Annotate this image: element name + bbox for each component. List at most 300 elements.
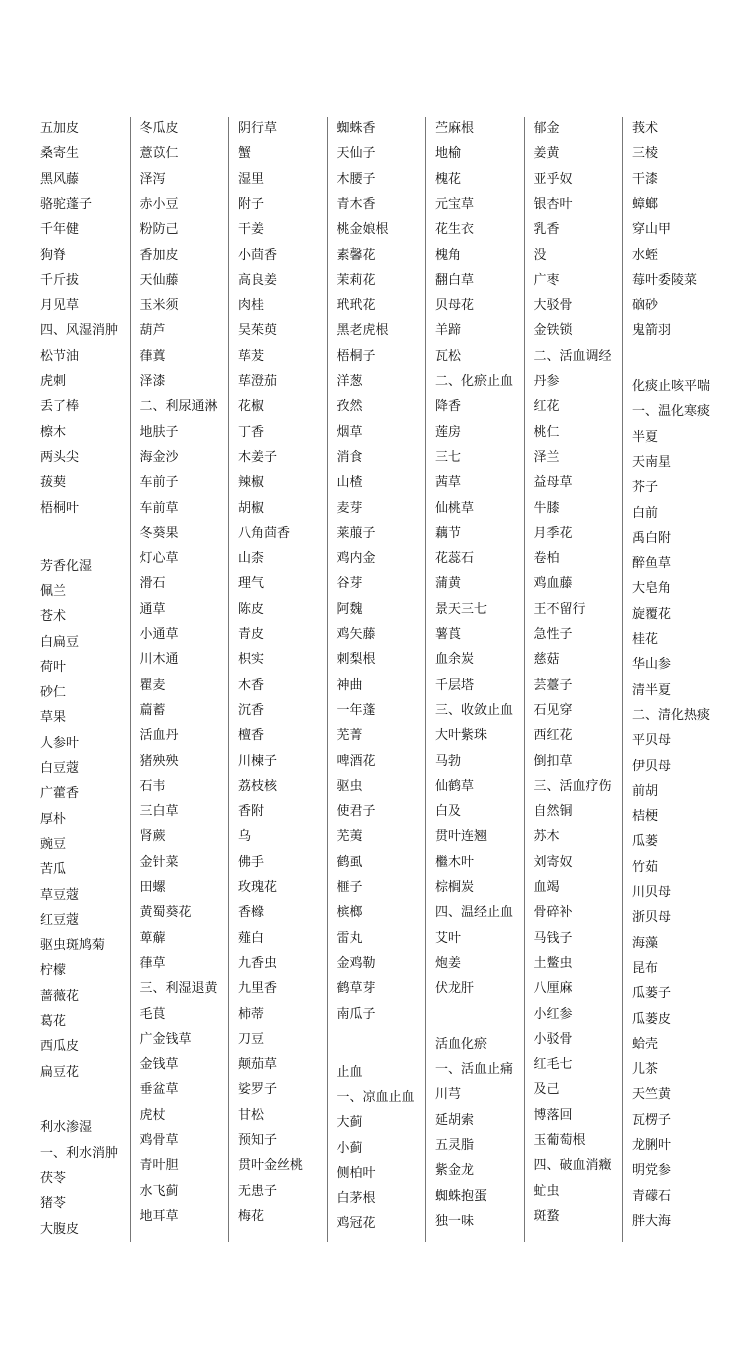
herb-entry: 砂仁: [40, 685, 67, 701]
herb-entry: 芜菁: [336, 728, 363, 744]
herb-entry: 川芎: [435, 1087, 462, 1103]
herb-entry: 醉鱼草: [632, 556, 672, 572]
herb-entry: 桃金娘根: [336, 222, 389, 238]
herb-entry: 松节油: [40, 348, 80, 364]
herb-entry: 延胡索: [435, 1112, 475, 1128]
herb-entry: 小茴香: [238, 247, 278, 263]
herb-entry: 苎麻根: [435, 121, 475, 136]
herb-entry: 狗脊: [40, 247, 67, 263]
herb-entry: 急性子: [533, 627, 573, 642]
herb-entry: 桔梗: [632, 809, 659, 825]
herb-entry: 荜澄茄: [238, 374, 278, 389]
herb-entry: 鬼箭羽: [632, 323, 672, 339]
herb-entry: 沉香: [238, 702, 265, 718]
herb-entry: 山楂: [336, 475, 363, 491]
herb-entry: 石见穿: [533, 702, 573, 718]
herb-entry: 华山参: [632, 657, 672, 673]
herb-entry: 通草: [139, 601, 166, 617]
herb-entry: 四、破血消癥: [533, 1158, 612, 1174]
herb-entry: 荜茇: [238, 348, 265, 364]
herb-entry: 儿茶: [632, 1062, 659, 1078]
herb-entry: 独一味: [435, 1213, 475, 1229]
herb-entry: 草果: [40, 710, 67, 726]
herb-entry: 化痰止咳平喘: [632, 379, 711, 395]
herb-entry: 乳香: [533, 222, 560, 238]
herb-entry: 消食: [336, 449, 363, 465]
herb-entry: 鹤虱: [336, 854, 363, 870]
herb-entry: 水飞蓟: [139, 1183, 179, 1199]
herb-entry: 四、风湿消肿: [40, 323, 119, 339]
herb-entry: 自然铜: [533, 804, 573, 820]
herb-entry: 倒扣草: [533, 753, 573, 769]
herb-entry: 白豆蔻: [40, 761, 80, 777]
herb-entry: 茯苓: [40, 1170, 67, 1186]
herb-entry: 莪术: [632, 121, 659, 136]
herb-entry: 车前草: [139, 500, 179, 516]
herb-entry: 竹茹: [632, 859, 659, 875]
column-6: [524, 117, 623, 1242]
herb-entry: 桑寄生: [40, 146, 80, 162]
herb-entry: 天仙子: [336, 146, 376, 162]
herb-entry: 红毛七: [533, 1057, 573, 1073]
herb-entry: 菝葜: [40, 475, 67, 491]
herb-entry: 金钱草: [139, 1057, 179, 1073]
herb-entry: 莲房: [435, 424, 462, 440]
herb-entry: 丹参: [533, 374, 560, 389]
herb-entry: 冬瓜皮: [139, 121, 179, 136]
herb-entry: 雷丸: [336, 930, 363, 946]
herb-entry: 附子: [238, 196, 265, 212]
herb-entry: 半夏: [632, 429, 659, 445]
herb-entry: 蜘蛛抱蛋: [435, 1188, 488, 1204]
herb-entry: 艾叶: [435, 930, 462, 946]
herb-entry: 地耳草: [139, 1208, 179, 1224]
herb-entry: 猪殃殃: [139, 753, 179, 769]
herb-entry: 千斤拔: [40, 272, 80, 288]
herb-entry: 茜草: [435, 475, 462, 491]
herb-entry: 驱虫: [336, 778, 363, 794]
herb-entry: 无患子: [238, 1183, 278, 1199]
herb-entry: 枳实: [238, 652, 265, 668]
herb-entry: 玉葡萄根: [533, 1133, 586, 1148]
herb-entry: 瞿麦: [139, 677, 166, 693]
herb-entry: 贝母花: [435, 298, 475, 314]
herb-entry: 芥子: [632, 480, 659, 496]
herb-entry: 鸡矢藤: [336, 627, 376, 642]
herb-entry: 红花: [533, 399, 560, 415]
herb-entry: 槐花: [435, 171, 462, 187]
herb-entry: 鸡冠花: [336, 1216, 376, 1232]
herb-entry: 田螺: [139, 880, 166, 895]
herb-entry: 刺梨根: [336, 652, 376, 668]
column-4: [327, 117, 426, 1242]
herb-entry: 金铁锁: [533, 323, 573, 339]
herb-entry: 三、利湿退黄: [139, 981, 218, 997]
herb-entry: 博落回: [533, 1107, 573, 1123]
herb-entry: 辣椒: [238, 475, 265, 491]
herb-entry: 九香虫: [238, 955, 278, 971]
herb-entry: 浙贝母: [632, 910, 672, 926]
herb-entry: 干漆: [632, 171, 659, 187]
herb-entry: 川木通: [139, 652, 179, 668]
herb-entry: 榧子: [336, 880, 363, 895]
herb-entry: 甘松: [238, 1107, 265, 1123]
herb-entry: 芳香化湿: [40, 558, 93, 574]
herb-entry: 花生衣: [435, 222, 475, 238]
herb-entry: 瓜蒌: [632, 834, 659, 850]
herb-entry: 千层塔: [435, 677, 475, 693]
herb-entry: 侧柏叶: [336, 1165, 376, 1181]
herb-entry: 三七: [435, 449, 462, 465]
herb-entry: 亚乎奴: [533, 171, 573, 187]
herb-entry: 玉米须: [139, 298, 179, 314]
herb-entry: 大皂角: [632, 581, 672, 597]
herb-entry: 三、活血疗伤: [533, 778, 612, 794]
herb-entry: 苦瓜: [40, 862, 67, 878]
herb-entry: 香附: [238, 804, 265, 820]
herb-entry: 一、温化寒痰: [632, 404, 711, 420]
herb-entry: 没: [533, 247, 547, 263]
herb-entry: 蔷薇花: [40, 988, 80, 1004]
herb-entry: 玫瑰花: [238, 880, 278, 895]
herb-entry: 二、活血调经: [533, 348, 612, 364]
herb-entry: 禹白附: [632, 530, 672, 546]
herb-entry: 玳玳花: [336, 298, 376, 314]
herb-entry: 槐角: [435, 247, 462, 263]
herb-entry: 二、化瘀止血: [435, 374, 514, 389]
herb-entry: 仙桃草: [435, 500, 475, 516]
herb-entry: 烟草: [336, 424, 363, 440]
herb-entry: 荔枝核: [238, 778, 278, 794]
herb-entry: 素馨花: [336, 247, 376, 263]
herb-entry: 泽兰: [533, 449, 560, 465]
herb-entry: 葛花: [40, 1014, 67, 1030]
herb-entry: 谷芽: [336, 576, 363, 592]
herb-entry: 洋葱: [336, 374, 363, 389]
herb-entry: 一、活血止痛: [435, 1062, 514, 1078]
herb-entry: 理气: [238, 576, 265, 592]
herb-entry: 梧桐子: [336, 348, 376, 364]
herb-entry: 紫金龙: [435, 1163, 475, 1179]
column-2: [130, 117, 229, 1242]
herb-entry: 王不留行: [533, 601, 586, 617]
herb-entry: 鸡血藤: [533, 576, 573, 592]
herb-entry: 马钱子: [533, 930, 573, 946]
herb-entry: 小红参: [533, 1006, 573, 1022]
herb-entry: 红豆蔻: [40, 912, 80, 928]
herb-entry: 苏木: [533, 829, 560, 845]
herb-entry: 马勃: [435, 753, 462, 769]
herb-entry: 灯心草: [139, 551, 179, 567]
herb-entry: 草豆蔻: [40, 887, 80, 903]
herb-entry: 香橼: [238, 905, 265, 921]
herb-entry: 藕节: [435, 525, 462, 541]
herb-entry: 白前: [632, 505, 659, 521]
herb-entry: 三、收敛止血: [435, 702, 514, 718]
herb-entry: 檀香: [238, 728, 265, 744]
herb-entry: 花椒: [238, 399, 265, 415]
herb-entry: 蟹: [238, 146, 252, 162]
herb-entry: 丁香: [238, 424, 265, 440]
herb-entry: 胡椒: [238, 500, 265, 516]
herb-entry: 卷柏: [533, 551, 560, 567]
herb-entry: 及己: [533, 1082, 560, 1098]
herb-entry: 檫木: [40, 424, 67, 440]
herb-entry: 乌: [238, 829, 252, 845]
herb-entry: 佩兰: [40, 583, 67, 599]
herb-entry: 槟榔: [336, 905, 363, 921]
herb-entry: 鸡内金: [336, 551, 376, 567]
herb-entry: 胖大海: [632, 1213, 672, 1229]
herb-entry: 肾蕨: [139, 829, 166, 845]
herb-entry: 一年蓬: [336, 702, 376, 718]
herb-entry: 白茅根: [336, 1191, 376, 1207]
herb-entry: 羊蹄: [435, 323, 462, 339]
herb-entry: 刘寄奴: [533, 854, 573, 870]
herb-entry: 莱菔子: [336, 525, 376, 541]
herb-entry: 三白草: [139, 804, 179, 820]
herb-entry: 大蓟: [336, 1115, 363, 1131]
herb-entry: 天竺黄: [632, 1087, 672, 1103]
herb-entry: 鸡骨草: [139, 1133, 179, 1148]
herb-entry: 木姜子: [238, 449, 278, 465]
herb-entry: 佛手: [238, 854, 265, 870]
herb-entry: 小蓟: [336, 1140, 363, 1156]
herb-entry: 神曲: [336, 677, 363, 693]
herb-entry: 川贝母: [632, 885, 672, 901]
herb-entry: 血余炭: [435, 652, 475, 668]
herb-entry: 萹蓄: [139, 702, 166, 718]
herb-entry: 薤白: [238, 930, 265, 946]
herb-entry: 桂花: [632, 632, 659, 648]
herb-entry: 二、清化热痰: [632, 707, 711, 723]
herb-entry: 扁豆花: [40, 1064, 80, 1080]
herb-entry: 白及: [435, 804, 462, 820]
herb-entry: 豌豆: [40, 836, 67, 852]
herb-entry: 土鳖虫: [533, 955, 573, 971]
herb-entry: 龙脷叶: [632, 1138, 672, 1154]
herb-entry: 海金沙: [139, 449, 179, 465]
herb-entry: 檵木叶: [435, 854, 475, 870]
herb-entry: 贯叶连翘: [435, 829, 488, 845]
column-3: [228, 117, 327, 1242]
herb-entry: 广藿香: [40, 786, 80, 802]
herb-entry: 南瓜子: [336, 1006, 376, 1022]
herb-entry: 虎杖: [139, 1107, 166, 1123]
herb-entry: 平贝母: [632, 733, 672, 749]
herb-entry: 使君子: [336, 804, 376, 820]
herb-entry: 八角茴香: [238, 525, 291, 541]
herb-entry: 仙鹤草: [435, 778, 475, 794]
herb-entry: 瓜蒌皮: [632, 1011, 672, 1027]
herb-entry: 银杏叶: [533, 196, 573, 212]
herb-entry: 前胡: [632, 783, 659, 799]
herb-entry: 预知子: [238, 1133, 278, 1148]
herb-entry: 虎刺: [40, 374, 67, 389]
herb-entry: 青叶胆: [139, 1158, 179, 1174]
column-5: [425, 117, 524, 1242]
herb-entry: 荷叶: [40, 659, 67, 675]
herb-entry: 葎草: [139, 955, 166, 971]
column-1: [31, 117, 130, 1242]
herb-entry: 二、利尿通淋: [139, 399, 218, 415]
herb-entry: 瓦楞子: [632, 1112, 672, 1128]
herb-entry: 青皮: [238, 627, 265, 642]
herb-entry: 清半夏: [632, 682, 672, 698]
herb-entry: 赤小豆: [139, 196, 179, 212]
herb-entry: 昆布: [632, 960, 659, 976]
herb-entry: 翻白草: [435, 272, 475, 288]
herb-entry: 月见草: [40, 298, 80, 314]
herb-entry: 八厘麻: [533, 981, 573, 997]
herb-entry: 滑石: [139, 576, 166, 592]
herb-entry: 葎蒖: [139, 348, 166, 364]
herb-entry: 鹤草芽: [336, 981, 376, 997]
herb-entry: 棕榈炭: [435, 880, 475, 895]
herb-entry: 郁金: [533, 121, 560, 136]
herb-entry: 天仙藤: [139, 272, 179, 288]
herb-entry: 泽漆: [139, 374, 166, 389]
herb-entry: 毛茛: [139, 1006, 166, 1022]
herb-entry: 骆驼蓬子: [40, 196, 93, 212]
herb-entry: 青木香: [336, 196, 376, 212]
herb-entry: 瓦松: [435, 348, 462, 364]
herb-entry: 麦芽: [336, 500, 363, 516]
herb-entry: 水蛭: [632, 247, 659, 263]
herb-entry: 穿山甲: [632, 222, 672, 238]
herb-entry: 香加皮: [139, 247, 179, 263]
herb-entry: 粉防己: [139, 222, 179, 238]
herb-entry: 人参叶: [40, 735, 80, 751]
herb-entry: 柠檬: [40, 963, 67, 979]
herb-entry: 海藻: [632, 935, 659, 951]
herb-entry: 斑蝥: [533, 1208, 560, 1224]
herb-entry: 丢了棒: [40, 399, 80, 415]
herb-entry: 四、温经止血: [435, 905, 514, 921]
herb-entry: 九里香: [238, 981, 278, 997]
herb-entry: 三棱: [632, 146, 659, 162]
herb-entry: 慈菇: [533, 652, 560, 668]
herb-entry: 大腹皮: [40, 1221, 80, 1237]
herb-entry: 薏苡仁: [139, 146, 179, 162]
herb-entry: 青礞石: [632, 1188, 672, 1204]
herb-entry: 姜黄: [533, 146, 560, 162]
herb-entry: 小驳骨: [533, 1031, 573, 1047]
herb-entry: 牛膝: [533, 500, 560, 516]
herb-entry: 景天三七: [435, 601, 488, 617]
herb-entry: 车前子: [139, 475, 179, 491]
herb-entry: 厚朴: [40, 811, 67, 827]
herb-entry: 桃仁: [533, 424, 560, 440]
herb-entry: 猪苓: [40, 1196, 67, 1212]
herb-entry: 大叶紫珠: [435, 728, 488, 744]
herb-entry: 一、利水消肿: [40, 1145, 119, 1161]
herb-entry: 山柰: [238, 551, 265, 567]
herb-entry: 西红花: [533, 728, 573, 744]
herb-entry: 颠茄草: [238, 1057, 278, 1073]
herb-entry: 柿蒂: [238, 1006, 265, 1022]
herb-entry: 花蕊石: [435, 551, 475, 567]
herb-entry: 地榆: [435, 146, 462, 162]
herb-entry: 西瓜皮: [40, 1039, 80, 1055]
herb-entry: 吴茱萸: [238, 323, 278, 339]
herb-entry: 利水渗湿: [40, 1120, 93, 1136]
herb-entry: 月季花: [533, 525, 573, 541]
herb-entry: 梅花: [238, 1208, 265, 1224]
herb-entry: 五灵脂: [435, 1138, 475, 1154]
herb-entry: 萆薢: [139, 930, 166, 946]
herb-entry: 旋覆花: [632, 606, 672, 622]
column-7: [622, 117, 721, 1242]
herb-entry: 小通草: [139, 627, 179, 642]
herb-entry: 孜然: [336, 399, 363, 415]
herb-entry: 湿里: [238, 171, 265, 187]
herb-entry: 茉莉花: [336, 272, 376, 288]
herb-entry: 地肤子: [139, 424, 179, 440]
herb-entry: 莓叶委陵菜: [632, 272, 698, 288]
herb-entry: 啤酒花: [336, 753, 376, 769]
herb-entry: 大驳骨: [533, 298, 573, 314]
herb-entry: 阿魏: [336, 601, 363, 617]
herb-entry: 泽泻: [139, 171, 166, 187]
herb-entry: 贯叶金丝桃: [238, 1158, 304, 1174]
herb-entry: 木香: [238, 677, 265, 693]
herb-entry: 薯莨: [435, 627, 462, 642]
herb-entry: 伊贝母: [632, 758, 672, 774]
herb-entry: 刀豆: [238, 1031, 265, 1047]
herb-entry: 蛤壳: [632, 1036, 659, 1052]
herb-entry: 金针菜: [139, 854, 179, 870]
herb-entry: 活血化瘀: [435, 1036, 488, 1052]
herb-entry: 五加皮: [40, 121, 80, 136]
herb-entry: 明党参: [632, 1163, 672, 1179]
herb-entry: 陈皮: [238, 601, 265, 617]
herb-entry: 两头尖: [40, 449, 80, 465]
herb-entry: 娑罗子: [238, 1082, 278, 1098]
herb-entry: 芜荑: [336, 829, 363, 845]
herb-entry: 白扁豆: [40, 634, 80, 650]
herb-entry: 瓜蒌子: [632, 986, 672, 1002]
herb-entry: 一、凉血止血: [336, 1089, 415, 1105]
herb-entry: 肉桂: [238, 298, 265, 314]
herb-entry: 川楝子: [238, 753, 278, 769]
herb-entry: 血竭: [533, 880, 560, 895]
herb-entry: 黑老虎根: [336, 323, 389, 339]
herb-entry: 伏龙肝: [435, 981, 475, 997]
herb-entry: 蜘蛛香: [336, 121, 376, 136]
herb-entry: 骨碎补: [533, 905, 573, 921]
herb-entry: 石韦: [139, 778, 166, 794]
herb-entry: 阴行草: [238, 121, 278, 136]
herb-entry: 广枣: [533, 272, 560, 288]
herb-entry: 木腰子: [336, 171, 376, 187]
herb-entry: 黑风藤: [40, 171, 80, 187]
herb-entry: 活血丹: [139, 728, 179, 744]
herb-entry: 冬葵果: [139, 525, 179, 541]
herb-entry: 益母草: [533, 475, 573, 491]
herb-entry: 干姜: [238, 222, 265, 238]
herb-index-page: [31, 117, 721, 1242]
herb-entry: 天南星: [632, 454, 672, 470]
herb-entry: 元宝草: [435, 196, 475, 212]
herb-entry: 垂盆草: [139, 1082, 179, 1098]
herb-entry: 芸薹子: [533, 677, 573, 693]
herb-entry: 蒲黄: [435, 576, 462, 592]
herb-entry: 驱虫斑鸠菊: [40, 938, 106, 954]
herb-entry: 蟑螂: [632, 196, 659, 212]
herb-entry: 梧桐叶: [40, 500, 80, 516]
herb-entry: 千年健: [40, 222, 80, 238]
